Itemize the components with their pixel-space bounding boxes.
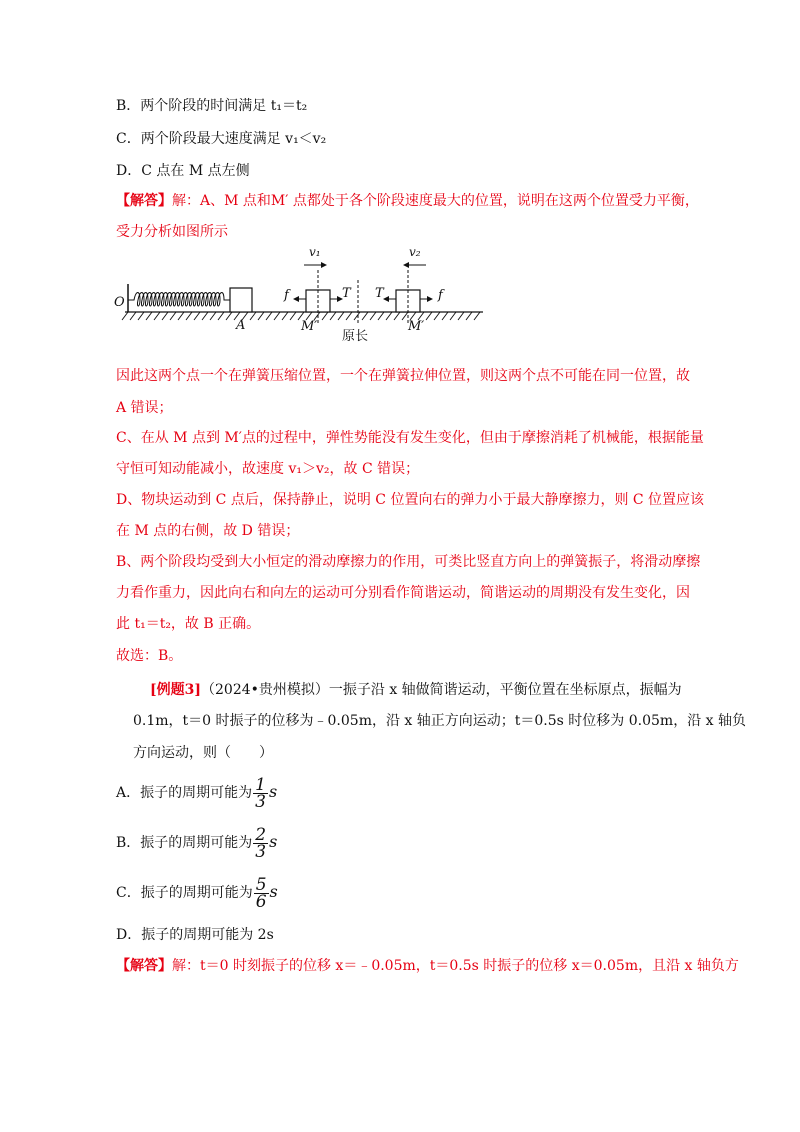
label-natural-length: 原长	[342, 329, 369, 344]
option-d: D．C 点在 M 点左侧	[116, 163, 250, 179]
answer3-line1	[116, 956, 739, 976]
answer1-p1-line2: A 错误；	[116, 400, 173, 416]
example3-line1-text: （2024•贵州模拟）一振子沿 x 轴做简谐运动，平衡位置在坐标原点，振幅为	[201, 682, 682, 698]
option-a-text: A．振子的周期可能为	[116, 785, 253, 801]
block-a	[230, 288, 252, 312]
answer1-p4-line2: 力看作重力，因此向右和向左的运动可分别看作简谐运动，简谐运动的周期没有发生变化，因	[116, 585, 690, 601]
option-b-numerator: 2	[255, 824, 267, 845]
arrowhead-f-right	[427, 296, 433, 302]
example3-option-d: D．振子的周期可能为 2s	[116, 927, 274, 943]
option-c-unit: s	[269, 882, 278, 901]
example3-option-c	[116, 874, 278, 911]
answer1-tag: 【解答】	[116, 193, 172, 209]
answer1-p3-line1: D、物块运动到 C 点后，保持静止，说明 C 位置向右的弹力小于最大静摩擦力，则 C 位置应该	[116, 492, 705, 508]
example3-option-b	[116, 824, 277, 861]
option-b-denominator: 3	[255, 841, 267, 862]
force-diagram	[110, 240, 500, 350]
answer1-intro-text: 解：A、M 点和M′ 点都处于各个阶段速度最大的位置，说明在这两个位置受力平衡，	[172, 193, 699, 209]
arrowhead-t-right	[383, 296, 389, 302]
arrowhead-f-left	[293, 296, 299, 302]
option-c-fraction	[254, 874, 269, 912]
answer1-intro-line1	[116, 191, 699, 211]
label-f-left: f	[284, 288, 289, 303]
label-o: O	[114, 295, 125, 310]
option-b-unit: s	[269, 832, 278, 851]
answer3-tag: 【解答】	[116, 958, 172, 974]
label-a: A	[236, 318, 246, 333]
option-b: B．两个阶段的时间满足 t₁＝t₂	[116, 98, 308, 114]
option-c-numerator: 5	[255, 874, 267, 895]
arrowhead-v1	[321, 262, 327, 268]
label-t-right: T	[375, 286, 384, 301]
label-m-right: M′	[408, 319, 425, 334]
option-c: C．两个阶段最大速度满足 v₁＜v₂	[116, 131, 327, 147]
label-f-right: f	[438, 288, 443, 303]
label-v1: v₁	[309, 245, 321, 259]
option-a-numerator: 1	[255, 774, 266, 795]
option-a-fraction	[253, 774, 268, 812]
answer1-choice: 故选：B。	[116, 648, 183, 664]
answer1-p2-line1: C、在从 M 点到 M′点的过程中，弹性势能没有发生变化，但由于摩擦消耗了机械能，根据能量	[116, 430, 704, 446]
option-c-text: C．振子的周期可能为	[116, 885, 253, 901]
answer1-intro-line2: 受力分析如图所示	[116, 224, 228, 240]
answer1-p2-line2: 守恒可知动能减小，故速度 v₁＞v₂，故 C 错误；	[116, 461, 420, 477]
answer1-p3-line2: 在 M 点的右侧，故 D 错误；	[116, 523, 300, 539]
example3-tag: [例题3]	[150, 682, 201, 698]
example3-option-a	[116, 774, 277, 811]
option-c-denominator: 6	[255, 891, 267, 912]
answer1-p1-line1: 因此这两个点一个在弹簧压缩位置，一个在弹簧拉伸位置，则这两个点不可能在同一位置，故	[116, 368, 690, 384]
label-v2: v₂	[409, 245, 421, 259]
example3-line1	[150, 680, 682, 700]
spring	[128, 293, 230, 307]
option-a-unit: s	[268, 782, 278, 801]
option-b-fraction	[253, 824, 268, 862]
option-b-text: B．振子的周期可能为	[116, 835, 253, 851]
answer1-p4-line1: B、两个阶段均受到大小恒定的滑动摩擦力的作用，可类比竖直方向上的弹簧振子，将滑动摩擦	[116, 554, 701, 570]
answer1-p4-line3: 此 t₁＝t₂，故 B 正确。	[116, 616, 261, 632]
arrowhead-v2	[403, 262, 409, 268]
answer3-text: 解：t＝0 时刻振子的位移 x＝﹣0.05m，t＝0.5s 时振子的位移 x＝0.05m，且沿 x 轴负方	[172, 958, 739, 974]
example3-line3: 方向运动，则（ ）	[133, 745, 273, 761]
example3-line2: 0.1m，t＝0 时振子的位移为﹣0.05m，沿 x 轴正方向运动；t＝0.5s 时位移为 0.05m，沿 x 轴负	[133, 713, 746, 729]
option-a-denominator: 3	[255, 791, 266, 812]
label-t-left: T	[342, 286, 351, 301]
label-m-left: M′	[301, 319, 318, 334]
